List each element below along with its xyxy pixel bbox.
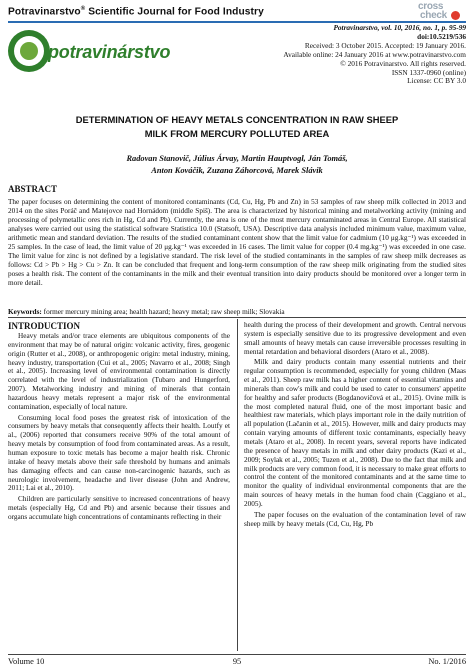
logo-wordmark: potravinárstvo [48,42,171,62]
crossref-logo[interactable] [418,2,466,24]
crossref-text-top: cross [418,1,444,12]
doi-line[interactable]: doi:10.5219/536 [417,31,466,41]
keywords-label: Keywords: [8,308,42,316]
journal-header [8,6,466,21]
journal-title [8,6,264,17]
intro-paragraph-1: Heavy metals and/or trace elements are ubiquitous components of the environment that may be of natural origin: volcanic activity, fires, geogenic origin (Rutter et al., 2008), or anthropogenic origin: metal industry, mining, heavy industry, transportation (Cui et al., 2005; Navarro et al., 2008; Singh et al., 2005). Increasing level of environmental contamination is directly correlated with the level of industrialization (Tubaro and Hungerford, 2007). Metalworking industry and mining of minerals that contain hazardous heavy metals represent a major risk of the environmental contamination, especially of local nature. [8,332,230,411]
intro-paragraph-2: Consuming local food poses the greatest risk of intoxication of the consumers by heavy metals that consequently affects their health. Loutfy et al., (2006) reported that consumers receive 90% of the total amount of heavy metals by consumption of food from contaminated areas. As a result, human exposure to toxic metals has become a major health risk. Chronic intake of heavy metals above their safe threshold by humans and animals has damaging effects and can cause non-carcinogenic hazards, such as neurologic involvement, headache and liver disease (John and Andrew, 2011; Lai et al., 2010). [8,413,230,493]
abstract-text: The paper focuses on determining the content of monitored contaminants (Cd, Cu, Hg, Pb and Zn) in 53 samples of raw sheep milk collected in 2013 and 2014 on the sites Poráč and Matejovce nad Hornádom (middle Spiš). The area is characterized by historical mining and metalworking activity (mining and processing of polymetallic ores rich in Hg, Cd and Pb). Currently, the area is one of the most mercury contaminated areas in Central Europe. All statistical analyses were carried out using the statistical software Statistica 10.0 (Statsoft, USA). Descriptive data analysis included minimum value, maximum value, arithmetic mean and standard deviation. The results of the studied contaminant content show that the limit value for cadmium (10 μg.kg⁻¹) was exceeded in 25 samples. In the case of lead, the limit value of 20 μg.kg⁻¹ was exceeded in 16 cases. The limit value for copper (0.4 mg.kg⁻¹) was exceeded in one case. The limit value for zinc is not defined by a legislative standard. The risk level of the studied contaminants in the samples of raw sheep milk decreases as follows: Cd > Pb > Hg > Cu > Zn. It can be concluded that frequent and long-term consumption of the raw sheep milk originating from the studied sites poses a health risk. The content of the contaminants in the milk and their eventual transition into dairy products should be monitored over a longer term in more detail. [8,198,466,288]
crossref-dot-icon [451,11,460,20]
keywords [8,308,466,317]
available-online-line: Available online: 24 January 2016 at www.potravinarstvo.com [283,49,466,59]
right-paragraph-1: health during the process of their development and growth. Central nervous system is especially sensitive due to its progressive development and even small amounts of heavy metals can cause irreversible processes resulting in mental retardation and behavioral disorders (Ataro et al., 2008). [244,321,466,356]
abstract-rule [8,317,466,318]
received-line: Received: 3 October 2015. Accepted: 19 January 2016. [304,40,466,50]
right-paragraph-2: Milk and dairy products contain many essential nutrients and their regular consumption is recommended, especially for young children (Maas et al., 2011). Sheep raw milk has a higher content of essential vitamins and minerals than cow's milk and could be used to cater to consumers' appetite for healthy and safer products (Bogdanovičová et al., 2015). Ovine milk is the most completed natural fluid, one of the most important basic and healthiest raw materials, which plays important role in the daily nutrition of all population (Lačanin et al., 2015). However, milk and dairy products may contain varying amounts of different toxic contaminants, especially heavy metals (Ataro et al., 2008). In recent years, several reports have indicated the presence of heavy metals in milk and other dairy products (Kazi et al., 2009; Soylak et al., 2005; Tuzen et al., 2008). Due to the fact that milk and milk products are very common food, it is necessary to make great efforts to control the content of the monitored contaminants and at the same time to monitor the quality of individual environmental components that are the main sources of heavy metals in the human food chain (Caggiano et al., 2005). [244,358,466,508]
paper-title-line-2: MILK FROM MERCURY POLLUTED AREA [144,128,330,139]
author-line-1: Radovan Stanovič, Július Árvay, Martin Hauptvogl, Ján Tomáš, [126,154,348,163]
issn-line: ISSN 1337-0960 (online) [391,67,466,77]
footer-volume: Volume 10 [8,657,45,666]
keywords-text: former mercury mining area; health hazard; heavy metal; raw sheep milk; Slovakia [41,308,285,316]
abstract-heading: ABSTRACT [8,184,58,194]
right-column [244,321,466,530]
crossref-text-bottom: check [420,10,447,21]
journal-logo [8,30,178,74]
footer-page-number: 95 [232,657,242,666]
logo-circle-icon [8,30,50,72]
right-paragraph-3: The paper focuses on the evaluation of the contamination level of raw sheep milk by heavy metals (Cd, Cu, Hg, Pb [244,510,466,528]
article-meta [206,24,466,86]
journal-name: Potravinarstvo [8,6,81,18]
copyright-line: © 2016 Potravinarstvo. All rights reserved. [340,58,466,68]
paper-title-line-1: DETERMINATION OF HEAVY METALS CONCENTRATION IN RAW SHEEP [75,114,399,125]
footer-rule [8,654,466,655]
left-column [8,321,230,524]
license-line: License: CC BY 3.0 [407,76,466,86]
registered-mark: ® [80,6,86,12]
citation-line: Potravinarstvo, vol. 10, 2016, no. 1, p. 95-99 [333,23,466,32]
paper-title [30,113,444,141]
introduction-heading: INTRODUCTION [8,321,81,331]
author-line-2: Anton Kováčik, Zuzana Záhorcová, Marek Slávik [151,166,323,175]
intro-paragraph-3: Children are particularly sensitive to increased concentrations of heavy metals (especially Hg, Cd and Pb) and arsenic because their tissues and organs accumulate high concentrations of contaminants reflecting in their [8,495,230,521]
column-divider [237,319,238,651]
journal-subtitle: Scientific Journal for Food Industry [85,6,264,18]
author-list [40,153,434,177]
footer-issue: No. 1/2016 [428,657,466,666]
